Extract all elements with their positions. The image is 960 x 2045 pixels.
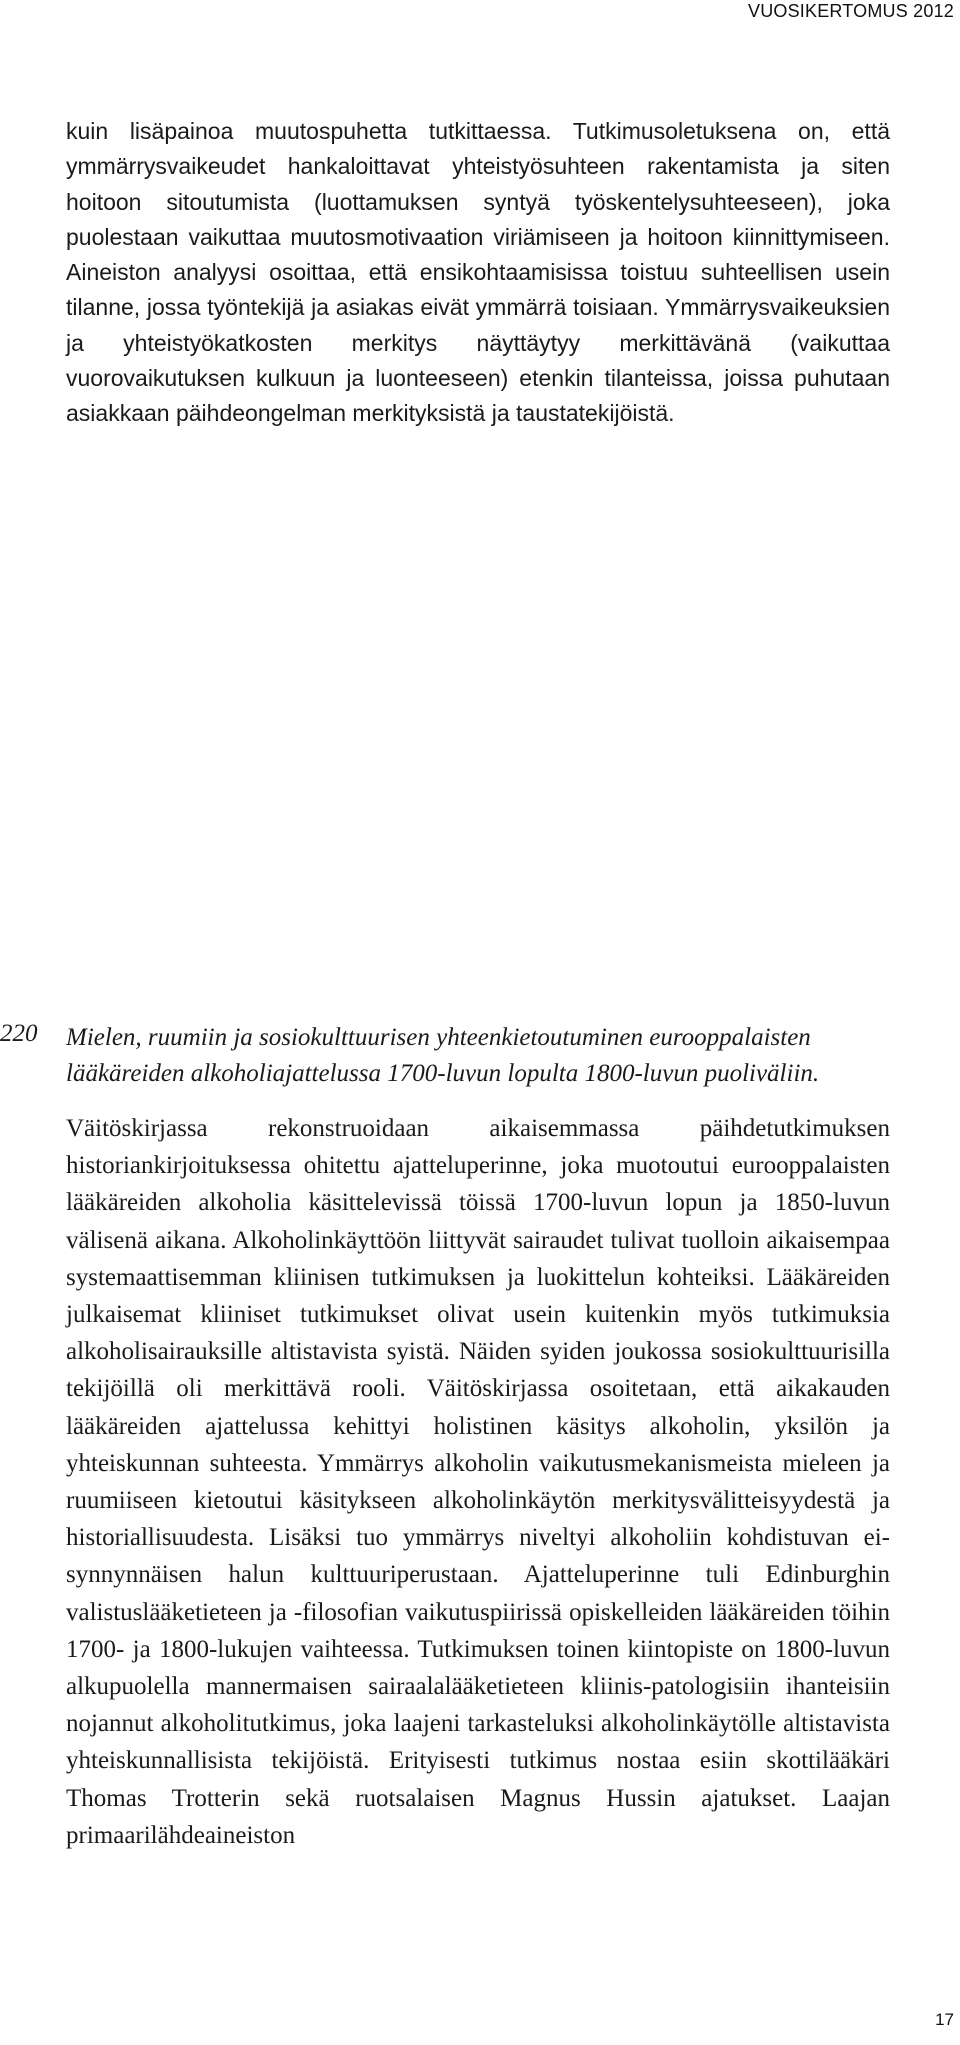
entry-219-text-part1: kuin lisäpainoa muutospuhetta tutkittaessa. Tutkimusoletuksena on, että ymmärrysvaikeudet hankaloittavat yhteistyösuhteen rakentamista ja siten hoitoon sitoutumista (luottamuksen syntyä työskentelysuhteeseen), joka puolestaan vaikuttaa muutosmotivaation viriämiseen ja hoitoon kiinnittymiseen. Aineiston analyysi osoittaa, että ensikohtaamisissa toistuu suhteellisen usein tilanne, jossa työntekijä ja asiakas eivät ymmärrä toisiaan. Ymmärrysvaikeuksien ja yhteistyökatkosten merkitys näyttäytyy merkittävänä (vaikuttaa vuorovaikutuksen kulkuun ja luonteeseen) etenkin tilanteissa, joissa puhutaan asiakkaan päihdeongelman merkityksistä ja taustatekijöistä.: [66, 118, 890, 427]
page-number: 17: [935, 2010, 954, 2029]
running-header: VUOSIKERTOMUS 2012: [747, 1, 954, 21]
entry-title: Mielen, ruumiin ja sosiokulttuurisen yhteenkietoutuminen eurooppalaisten lääkäreiden alkoholiajattelussa 1700-luvun lopulta 1800-luvun puoliväliin.: [66, 1024, 820, 1087]
entry-219-paragraph-part1: [66, 114, 890, 432]
entry-220-body: Väitöskirjassa rekonstruoidaan aikaisemmassa päihdetutkimuksen historiankirjoituksessa ohitettu ajatteluperinne, joka muotoutui eurooppalaisten lääkäreiden alkoholia käsittelevissä töissä 1700-luvun lopun ja 1850-luvun välisenä aikana. Alkoholinkäyttöön liittyvät sairaudet tulivat tuolloin aikaisempaa systemaattisemman kliinisen tutkimuksen ja luokittelun kohteiksi. Lääkäreiden julkaisemat kliiniset tutkimukset olivat usein kuitenkin myös tutkimuksia alkoholisairauksille altistavista syistä. Näiden syiden joukossa sosiokulttuurisilla tekijöillä oli merkittävä rooli. Väitöskirjassa osoitetaan, että aikakauden lääkäreiden ajattelussa kehittyi holistinen käsitys alkoholin, yksilön ja yhteiskunnan suhteesta. Ymmärrys alkoholin vaikutusmekanismeista mieleen ja ruumiiseen kietoutui käsitykseen alkoholinkäytön merkitysvälitteisyydestä ja historiallisuudesta. Lisäksi tuo ymmärrys niveltyi alkoholiin kohdistuvan ei-synnynnäisen halun kulttuuriperustaan. Ajatteluperinne tuli Edinburghin valistuslääketieteen ja -filosofian vaikutuspiirissä opiskelleiden lääkäreiden töihin 1700- ja 1800-lukujen vaihteessa. Tutkimuksen toinen kiintopiste on 1800-luvun alkupuolella mannermaisen sairaalalääketieteen kliinis-patologisiin ihanteisiin nojannut alkoholitutkimus, joka laajeni tarkasteluksi alkoholinkäytölle altistavista yhteiskunnallisista tekijöistä. Erityisesti tutkimus nostaa esiin skottilääkäri Thomas Trotterin sekä ruotsalaisen Magnus Hussin ajatukset. Laajan primaarilähdeaineiston: [66, 1115, 890, 1849]
entry-number: 220: [0, 1020, 38, 1047]
